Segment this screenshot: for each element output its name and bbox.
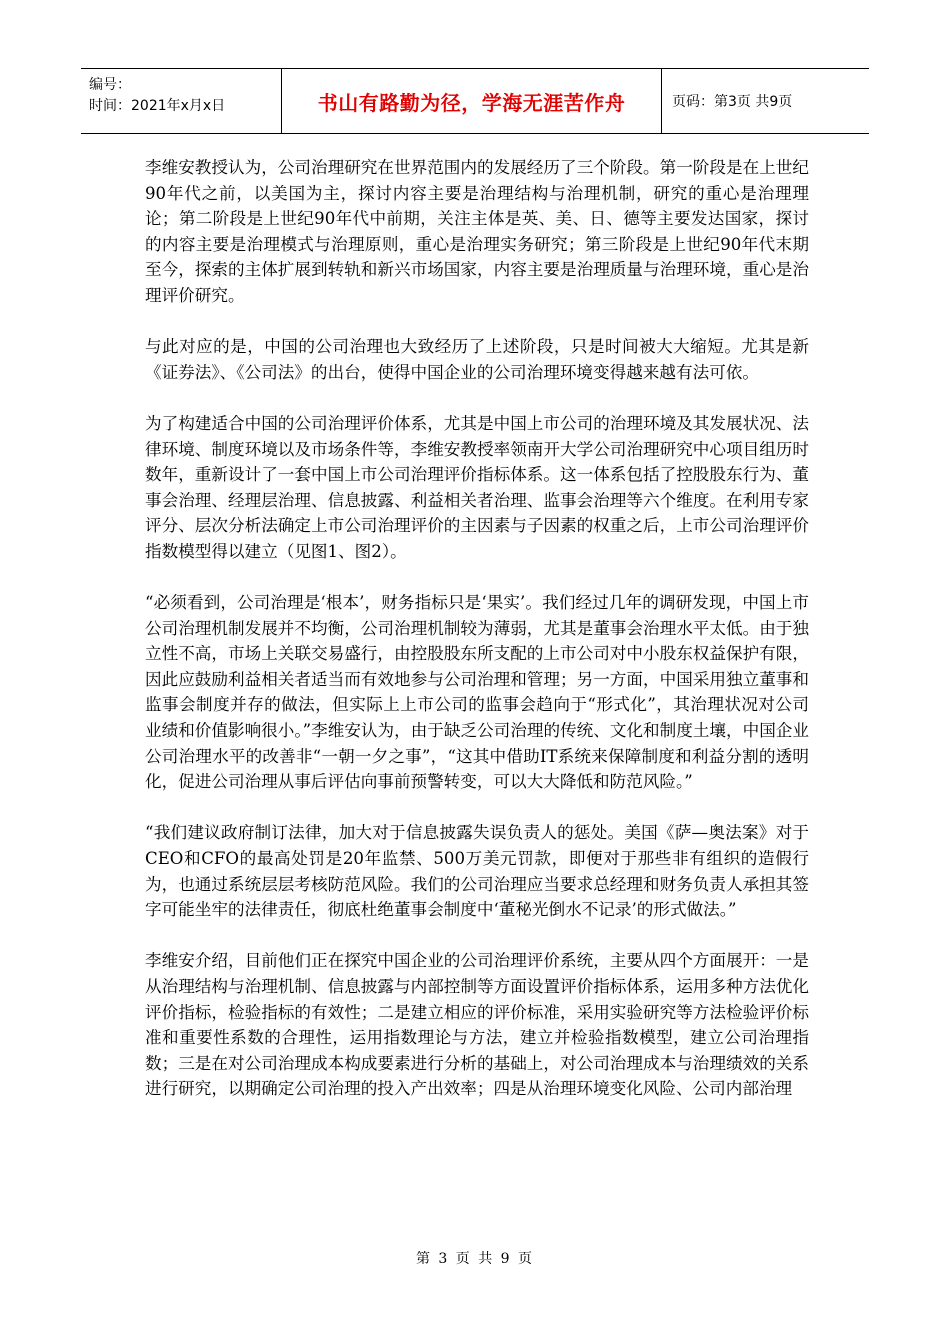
header-motto: 书山有路勤为径，学海无涯苦作舟 [282,69,662,133]
paragraph-5: “我们建议政府制订法律，加大对于信息披露失误负责人的惩处。美国《萨—奥法案》对于CEO和CFO的最高处罚是20年监禁、500万美元罚款，即便对于那些非有组织的造假行为，也通过系统层层考核防范风险。我们的公司治理应当要求总经理和财务负责人承担其签字可能坐牢的法律责任，彻底杜绝董事会制度中‘董秘光倒水不记录’的形式做法。” [145,823,809,920]
header-meta [81,69,282,133]
doc-number-label: 编号： [89,77,131,93]
paragraph-2: 与此对应的是，中国的公司治理也大致经历了上述阶段，只是时间被大大缩短。尤其是新《证券法》、《公司法》的出台，使得中国企业的公司治理环境变得越来越有法可依。 [145,337,809,382]
page-footer: 第 3 页 共 9 页 [415,1251,535,1267]
paragraph-1: 李维安教授认为，公司治理研究在世界范围内的发展经历了三个阶段。第一阶段是在上世纪90年代之前，以美国为主，探讨内容主要是治理结构与治理机制，研究的重心是治理理论；第二阶段是上世纪90年代中前期，关注主体是英、美、日、德等主要发达国家，探讨的内容主要是治理模式与治理原则，重心是治理实务研究；第三阶段是上世纪90年代末期至今，探索的主体扩展到转轨和新兴市场国家，内容主要是治理质量与治理环境，重心是治理评价研究。 [145,158,809,305]
paragraph-4: “必须看到，公司治理是‘根本’，财务指标只是‘果实’。我们经过几年的调研发现，中国上市公司治理机制发展并不均衡，公司治理机制较为薄弱，尤其是董事会治理水平太低。由于独立性不高，市场上关联交易盛行，由控股股东所支配的上市公司对中小股东权益保护有限，因此应鼓励利益相关者适当而有效地参与公司治理和管理；另一方面，中国采用独立董事和监事会制度并存的做法，但实际上上市公司的监事会趋向于“形式化”，其治理状况对公司业绩和价值影响很小。”李维安认为，由于缺乏公司治理的传统、文化和制度土壤，中国企业公司治理水平的改善非“一朝一夕之事”，“这其中借助IT系统来保障制度和利益分割的透明化，促进公司治理从事后评估向事前预警转变，可以大大降低和防范风险。” [145,593,809,792]
doc-time-label: 时间：2021年x月x日 [89,98,226,114]
paragraph-3: 为了构建适合中国的公司治理评价体系，尤其是中国上市公司的治理环境及其发展状况、法律环境、制度环境以及市场条件等，李维安教授率领南开大学公司治理研究中心项目组历时数年，重新设计了一套中国上市公司治理评价指标体系。这一体系包括了控股股东行为、董事会治理、经理层治理、信息披露、利益相关者治理、监事会治理等六个维度。在利用专家评分、层次分析法确定上市公司治理评价的主因素与子因素的权重之后，上市公司治理评价指数模型得以建立（见图1、图2）。 [145,413,809,561]
document-body [145,155,809,1128]
header-page-label: 页码：第3页 共9页 [672,94,793,110]
paragraph-6: 李维安介绍，目前他们正在探究中国企业的公司治理评价系统，主要从四个方面展开：一是从治理结构与治理机制、信息披露与内部控制等方面设置评价指标体系，运用多种方法优化评价指标，检验指标的有效性；二是建立相应的评价标准，采用实验研究等方法检验评价标准和重要性系数的合理性，运用指数理论与方法，建立并检验指数模型，建立公司治理指数；三是在对公司治理成本构成要素进行分析的基础上，对公司治理成本与治理绩效的关系进行研究，以期确定公司治理的投入产出效率；四是从治理环境变化风险、公司内部治理 [145,951,809,1099]
page-header [81,68,869,134]
